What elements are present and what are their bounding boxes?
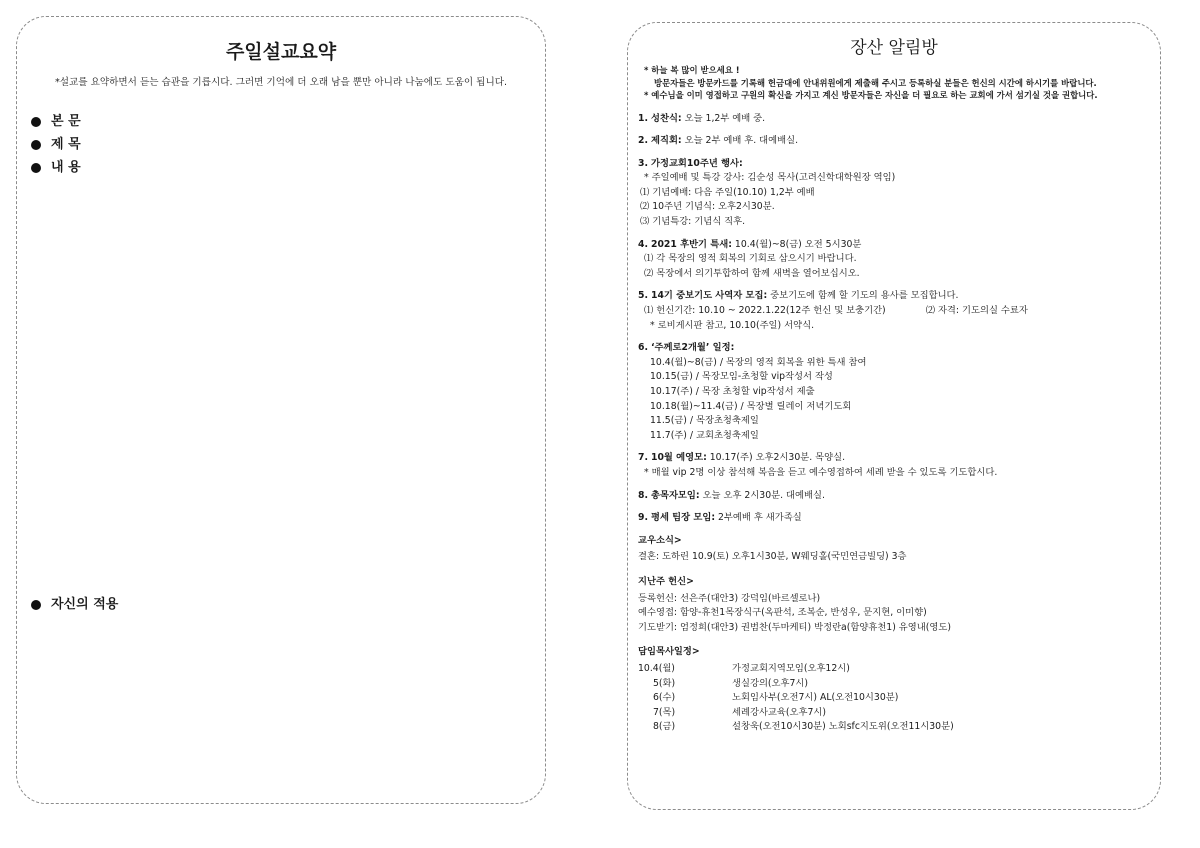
dedication-line: 기도받기: 엄정희(대안3) 권범찬(두마케티) 박정란a(함양휴천1) 유영내(영도) bbox=[638, 621, 951, 633]
announcement-list bbox=[638, 112, 1160, 526]
item-detail: 10.17(주) / 목장 초청할 vip작성서 제출 bbox=[650, 386, 815, 397]
field-content bbox=[31, 156, 545, 179]
pastor-schedule-section bbox=[638, 645, 1160, 735]
schedule-event: 세례강사교육(오후7시) bbox=[732, 706, 826, 718]
field-label: 제 목 bbox=[51, 137, 81, 152]
dedication-line: 예수영접: 함양-휴천1목장식구(옥판석, 조복순, 반성우, 문지현, 이미향) bbox=[638, 607, 927, 619]
schedule-date: 8(금) bbox=[653, 721, 676, 733]
schedule-row bbox=[638, 677, 1160, 692]
item-number: 8. bbox=[638, 489, 649, 501]
schedule-event: 노회임사부(오전7시) AL(오전10시30분) bbox=[732, 692, 899, 704]
item-number: 7. bbox=[638, 452, 649, 464]
qualification: ⑵ 자격: 기도의실 수료자 bbox=[925, 305, 1028, 317]
item-title: 성찬식: bbox=[650, 112, 682, 124]
announcement-item bbox=[638, 489, 1160, 504]
sermon-summary-instructions: *설교를 요약하면서 듣는 습관을 기릅시다. 그러면 기억에 더 오래 남을 뿐만 아니라 나눔에도 도움이 됩니다. bbox=[54, 77, 508, 88]
item-detail bbox=[638, 304, 1160, 319]
dedication-line: 등록헌신: 선은주(대안3) 강덕임(바르셀로나) bbox=[638, 592, 821, 604]
schedule-date: 10.4(월) bbox=[638, 662, 675, 674]
bullet-dot-icon bbox=[31, 600, 41, 610]
schedule-row bbox=[638, 720, 1160, 735]
field-scripture bbox=[31, 110, 545, 133]
item-number: 9. bbox=[638, 512, 649, 524]
item-title: 2021 후반기 특새: bbox=[650, 238, 732, 250]
item-text: 10.17(주) 오후2시30분. 목양실. bbox=[706, 452, 846, 464]
field-personal-application bbox=[31, 593, 118, 616]
item-detail: ⑴ 기념예배: 다음 주일(10.10) 1,2부 예배 bbox=[640, 186, 815, 198]
field-label: 내 용 bbox=[51, 160, 81, 175]
schedule-row bbox=[638, 691, 1160, 706]
schedule-date: 7(목) bbox=[653, 706, 676, 718]
notice-other-church: * 예수님을 이미 영접하고 구원의 확신을 가지고 계신 방문자들은 자신을 더 필요로 하는 교회에 가서 섬기실 것을 권합니다. bbox=[644, 90, 1098, 100]
item-detail: ⑶ 기념특강: 기념식 직후. bbox=[640, 216, 746, 228]
item-text: 2부예배 후 새가족실 bbox=[715, 512, 802, 524]
item-detail: 10.15(금) / 목장모임-초청할 vip작성서 작성 bbox=[650, 371, 833, 383]
field-label: 본 문 bbox=[51, 114, 81, 129]
item-title: ‘주께로2개월’ 일정: bbox=[650, 342, 735, 354]
schedule-row bbox=[638, 662, 1160, 677]
item-number: 6. bbox=[638, 342, 649, 354]
commitment-period: ⑴ 헌신기간: 10.10 ~ 2022.1.22(12주 헌신 및 보충기간) bbox=[644, 305, 886, 317]
church-notice-panel bbox=[627, 22, 1161, 810]
item-detail: ⑵ 목장에서 의기투합하여 함께 새벽을 열어보십시오. bbox=[644, 267, 860, 279]
schedule-date: 5(화) bbox=[653, 677, 676, 689]
announcement-item bbox=[638, 238, 1160, 282]
sermon-summary-fields bbox=[31, 110, 545, 179]
item-text: 중보기도에 함께 할 기도의 용사를 모집합니다. bbox=[767, 290, 959, 302]
member-news-section bbox=[638, 534, 1160, 565]
item-detail: 11.5(금) / 목장초청축제일 bbox=[650, 415, 759, 427]
sermon-summary-title: 주일설교요약 bbox=[225, 41, 337, 63]
section-title: 담임목사일정> bbox=[638, 646, 700, 658]
dedication-section bbox=[638, 575, 1160, 635]
announcement-item bbox=[638, 157, 1160, 230]
item-title: 평세 팀장 모임: bbox=[650, 512, 716, 524]
announcement-item bbox=[638, 134, 1160, 149]
section-title: 지난주 헌신> bbox=[638, 575, 694, 587]
field-title bbox=[31, 133, 545, 156]
schedule-row bbox=[638, 706, 1160, 721]
announcement-item bbox=[638, 289, 1160, 333]
item-number: 4. bbox=[638, 238, 649, 250]
bullet-dot-icon bbox=[31, 117, 41, 127]
bullet-dot-icon bbox=[31, 140, 41, 150]
item-text: 오늘 2부 예배 후. 대예배실. bbox=[681, 135, 799, 147]
item-detail: ⑵ 10주년 기념식: 오후2시30분. bbox=[640, 201, 775, 213]
announcement-item bbox=[638, 341, 1160, 443]
field-label: 자신의 적용 bbox=[51, 597, 119, 612]
visitor-notices bbox=[644, 64, 1160, 102]
item-detail: 10.18(월)~11.4(금) / 목장별 릴레이 저녁기도회 bbox=[650, 400, 852, 412]
schedule-event: 가정교회지역모임(오후12시) bbox=[732, 662, 850, 674]
item-title: 총목자모임: bbox=[650, 489, 700, 501]
announcement-item bbox=[638, 451, 1160, 480]
item-text: 오늘 오후 2시30분. 대예배실. bbox=[699, 489, 825, 501]
item-title: 10월 예영모: bbox=[650, 452, 707, 464]
item-detail: 10.4(월)~8(금) / 목장의 영적 회복을 위한 특새 참여 bbox=[650, 356, 867, 368]
item-detail: * 로비게시판 참고, 10.10(주일) 서약식. bbox=[650, 319, 815, 331]
item-detail: 11.7(주) / 교회초청축제일 bbox=[650, 429, 759, 441]
item-title: 14기 중보기도 사역자 모집: bbox=[650, 290, 768, 302]
item-text: 오늘 1,2부 예배 중. bbox=[681, 112, 766, 124]
item-number: 1. bbox=[638, 112, 649, 124]
schedule-event: 설창욱(오전10시30분) 노회sfc지도위(오전11시30분) bbox=[732, 721, 954, 733]
item-detail: ⑴ 각 목장의 영적 회복의 기회로 삼으시기 바랍니다. bbox=[644, 253, 857, 265]
item-number: 5. bbox=[638, 290, 649, 302]
item-number: 2. bbox=[638, 135, 649, 147]
notice-visitor-card: 방문자들은 방문카드를 기록해 헌금대에 안내위원에게 제출해 주시고 등록하실 분들은 헌신의 시간에 하시기를 바랍니다. bbox=[654, 77, 1097, 88]
notice-greeting: * 하늘 복 많이 받으세요 ! bbox=[644, 65, 740, 75]
schedule-date: 6(수) bbox=[653, 692, 676, 704]
bullet-dot-icon bbox=[31, 163, 41, 173]
notice-board-title: 장산 알림방 bbox=[850, 38, 938, 58]
schedule-event: 생실강의(오후7시) bbox=[732, 677, 809, 689]
sermon-summary-panel bbox=[16, 16, 546, 804]
section-title: 교우소식> bbox=[638, 534, 682, 546]
item-detail: * 주일예배 및 특강 강사: 김순성 목사(고려신학대학원장 역임) bbox=[644, 172, 896, 184]
announcement-item bbox=[638, 511, 1160, 526]
news-line: 결혼: 도하린 10.9(토) 오후1시30분, W웨딩홀(국민연금빌딩) 3층 bbox=[638, 551, 907, 563]
item-title: 가정교회10주년 행사: bbox=[650, 157, 743, 169]
item-title: 제직회: bbox=[650, 135, 682, 147]
item-text: 10.4(월)~8(금) 오전 5시30분 bbox=[731, 238, 862, 250]
item-number: 3. bbox=[638, 157, 649, 169]
item-detail: * 매월 vip 2명 이상 참석해 복음을 듣고 예수영접하여 세례 받을 수 있도록 기도합시다. bbox=[644, 466, 998, 478]
announcement-item bbox=[638, 112, 1160, 127]
